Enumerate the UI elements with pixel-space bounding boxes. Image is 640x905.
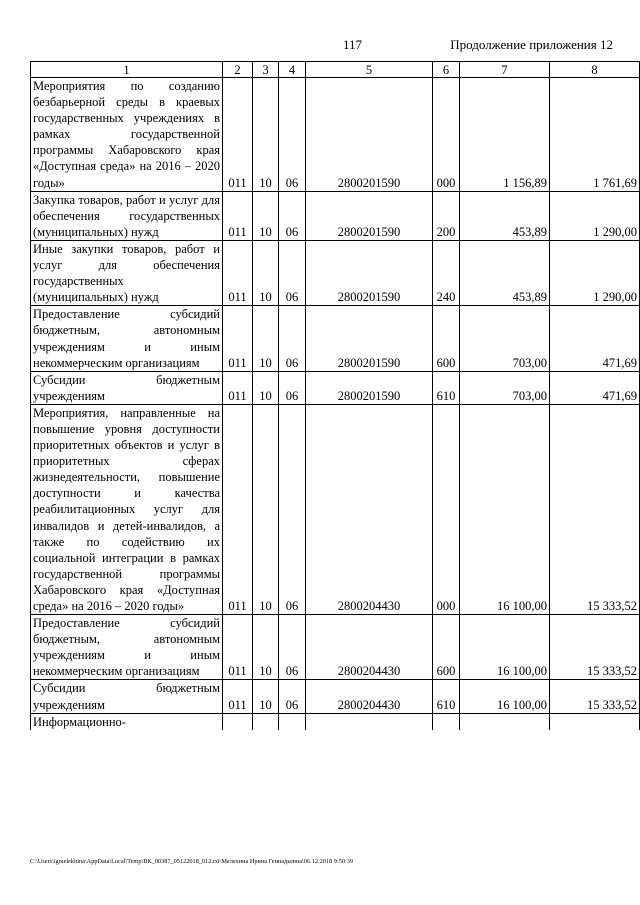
cell-amount-8: 15 333,52	[550, 680, 640, 713]
cell-target-code: 2800204430	[306, 680, 433, 713]
row-name: Субсидии бюджетным учреждениям	[31, 371, 223, 404]
cell-admin-code: 011	[223, 404, 253, 614]
cell-subsection: 06	[279, 78, 306, 192]
cell-subsection: 06	[279, 680, 306, 713]
page-number: 117	[343, 37, 363, 52]
cell-section: 10	[253, 78, 279, 192]
column-header: 2	[223, 62, 253, 78]
cell-amount-7: 16 100,00	[460, 615, 550, 680]
budget-table	[30, 61, 640, 730]
cell-admin-code: 011	[223, 78, 253, 192]
cell-target-code: 2800201590	[306, 191, 433, 240]
column-header: 7	[460, 62, 550, 78]
row-name: Закупка товаров, работ и услуг для обеспечения государственных (муниципальных) нужд	[31, 191, 223, 240]
table-row-partial	[31, 713, 640, 730]
column-header: 3	[253, 62, 279, 78]
row-name: Иные закупки товаров, работ и услуг для обеспечения государственных (муниципальных) нужд	[31, 240, 223, 305]
cell-subsection: 06	[279, 306, 306, 371]
row-name: Субсидии бюджетным учреждениям	[31, 680, 223, 713]
cell-amount-8: 1 290,00	[550, 240, 640, 305]
table-row	[31, 78, 640, 192]
column-header: 5	[306, 62, 433, 78]
cell-section: 10	[253, 615, 279, 680]
cell-amount-7: 1 156,89	[460, 78, 550, 192]
cell-target-code: 2800201590	[306, 371, 433, 404]
cell-admin-code: 011	[223, 680, 253, 713]
cell-expense-type: 000	[433, 78, 460, 192]
cell-section: 10	[253, 306, 279, 371]
cell-amount-7: 703,00	[460, 371, 550, 404]
cell-subsection: 06	[279, 404, 306, 614]
cell-target-code: 2800204430	[306, 615, 433, 680]
cell-target-code: 2800204430	[306, 404, 433, 614]
cell-target-code: 2800201590	[306, 240, 433, 305]
column-header: 8	[550, 62, 640, 78]
cell-section: 10	[253, 240, 279, 305]
cell-subsection: 06	[279, 615, 306, 680]
cell-amount-8: 15 333,52	[550, 404, 640, 614]
cell-target-code: 2800201590	[306, 306, 433, 371]
cell-admin-code: 011	[223, 615, 253, 680]
cell-admin-code: 011	[223, 371, 253, 404]
table-row	[31, 371, 640, 404]
row-name: Мероприятия, направленные на повышение уровня доступности приоритетных объектов и услуг в приоритетных сферах жизнедеятельности, повышение доступности и качества реабилитационных услуг для инвалидов и детей-инвалидов, а также по содействию их социальной интеграции в рамках государственной программы Хабаровского края «Доступная среда» на 2016 – 2020 годы»	[31, 404, 223, 614]
cell-admin-code: 011	[223, 306, 253, 371]
column-header: 4	[279, 62, 306, 78]
cell-expense-type: 240	[433, 240, 460, 305]
cell-expense-type: 000	[433, 404, 460, 614]
cell-target-code: 2800201590	[306, 78, 433, 192]
cell-section: 10	[253, 680, 279, 713]
cell-expense-type: 600	[433, 615, 460, 680]
table-row	[31, 404, 640, 614]
cell-section: 10	[253, 191, 279, 240]
row-name: Предоставление субсидий бюджетным, автономным учреждениям и иным некоммерческим организациям	[31, 306, 223, 371]
cell-amount-8: 471,69	[550, 306, 640, 371]
cell-amount-7: 703,00	[460, 306, 550, 371]
cell-expense-type: 600	[433, 306, 460, 371]
cell-admin-code: 011	[223, 240, 253, 305]
table-row	[31, 615, 640, 680]
row-name: Информационно-	[31, 713, 223, 730]
cell-amount-8: 1 290,00	[550, 191, 640, 240]
table-row	[31, 240, 640, 305]
cell-subsection: 06	[279, 191, 306, 240]
table-header-row	[31, 62, 640, 78]
row-name: Мероприятия по созданию безбарьерной среды в краевых государственных учреждениях в рамках государственной программы Хабаровского края «Доступная среда» на 2016 – 2020 годы»	[31, 78, 223, 192]
cell-amount-8: 471,69	[550, 371, 640, 404]
table-row	[31, 191, 640, 240]
cell-amount-7: 16 100,00	[460, 404, 550, 614]
cell-expense-type: 200	[433, 191, 460, 240]
cell-admin-code: 011	[223, 191, 253, 240]
cell-subsection: 06	[279, 371, 306, 404]
cell-amount-7: 453,89	[460, 240, 550, 305]
cell-expense-type: 610	[433, 371, 460, 404]
continuation-label: Продолжение приложения 12	[450, 37, 613, 52]
column-header: 6	[433, 62, 460, 78]
table-row	[31, 680, 640, 713]
cell-expense-type: 610	[433, 680, 460, 713]
column-header: 1	[31, 62, 223, 78]
row-name: Предоставление субсидий бюджетным, автономным учреждениям и иным некоммерческим организациям	[31, 615, 223, 680]
cell-subsection: 06	[279, 240, 306, 305]
file-path-footer: C:\Users\igmelekhina\AppData\Local\Temp\ВК_00387_05122018_012.txt\Мелехина Ирина Геннадьевна\06.12.2018 9:50:39	[30, 858, 354, 865]
cell-amount-8: 15 333,52	[550, 615, 640, 680]
cell-section: 10	[253, 371, 279, 404]
cell-section: 10	[253, 404, 279, 614]
table-row	[31, 306, 640, 371]
cell-amount-7: 16 100,00	[460, 680, 550, 713]
cell-amount-7: 453,89	[460, 191, 550, 240]
cell-amount-8: 1 761,69	[550, 78, 640, 192]
